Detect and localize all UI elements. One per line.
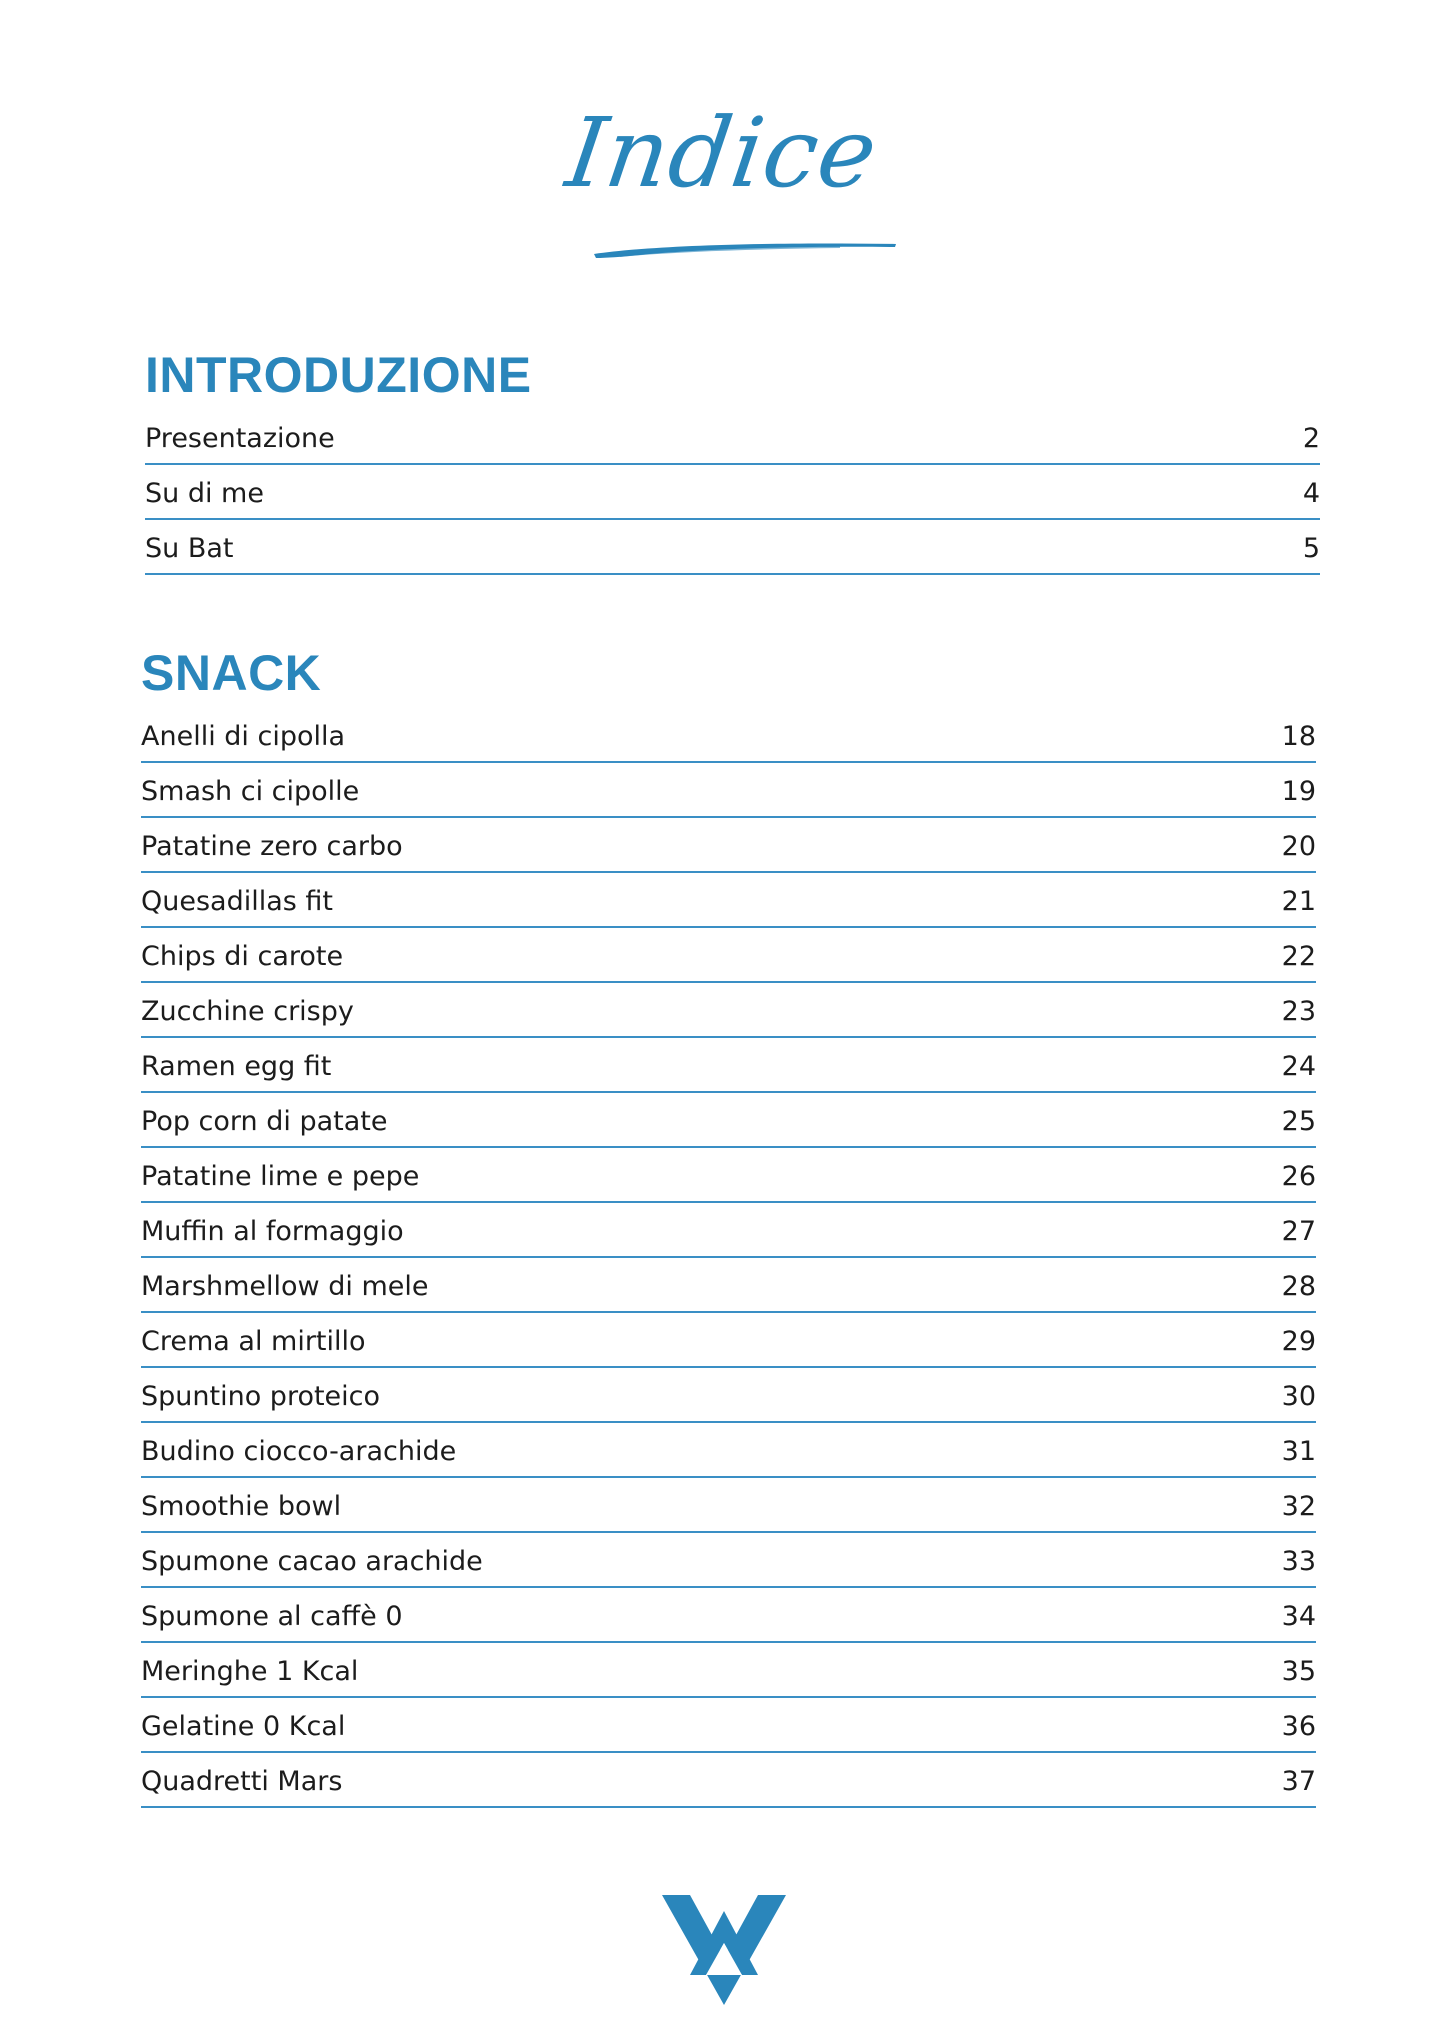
toc-page-number: 32 [1281,1491,1316,1522]
toc-entry-label: Meringhe 1 Kcal [141,1656,359,1687]
toc-row[interactable] [145,520,1320,575]
toc-entry-label: Su Bat [145,533,234,564]
toc-entry-label: Chips di carote [141,941,344,972]
toc-row[interactable] [141,1313,1316,1368]
toc-entry-label: Anelli di cipolla [141,721,346,752]
brush-stroke-icon [590,236,900,262]
toc-row[interactable] [141,1093,1316,1148]
brand-logo-icon [662,1895,786,2005]
toc-row[interactable] [141,1533,1316,1588]
toc-page-number: 23 [1281,996,1316,1027]
section-introduzione [145,347,1320,575]
toc-entry-label: Quesadillas fit [141,886,334,917]
toc-page-number: 36 [1281,1711,1316,1742]
toc-page-number: 37 [1281,1766,1316,1797]
toc-entry-label: Su di me [145,478,264,509]
section-snack [141,645,1316,1808]
toc-entry-label: Gelatine 0 Kcal [141,1711,346,1742]
toc-list [141,708,1316,1808]
page-title-container [0,97,1445,209]
toc-row[interactable] [141,1038,1316,1093]
toc-entry-label: Spumone al caffè 0 [141,1601,403,1632]
toc-entry-label: Pop corn di patate [141,1106,388,1137]
toc-entry-label: Zucchine crispy [141,996,354,1027]
toc-row[interactable] [141,708,1316,763]
toc-row[interactable] [141,1698,1316,1753]
toc-entry-label: Budino ciocco-arachide [141,1436,457,1467]
toc-entry-label: Patatine lime e pepe [141,1161,420,1192]
toc-page-number: 28 [1281,1271,1316,1302]
toc-entry-label: Muffin al formaggio [141,1216,404,1247]
toc-row[interactable] [145,410,1320,465]
toc-page-number: 22 [1281,941,1316,972]
toc-page-number: 19 [1281,776,1316,807]
toc-row[interactable] [141,928,1316,983]
toc-entry-label: Patatine zero carbo [141,831,403,862]
toc-entry-label: Smash ci cipolle [141,776,360,807]
toc-row[interactable] [141,983,1316,1038]
toc-entry-label: Presentazione [145,423,335,454]
toc-row[interactable] [141,1148,1316,1203]
toc-row[interactable] [141,818,1316,873]
toc-page-number: 27 [1281,1216,1316,1247]
toc-row[interactable] [141,1203,1316,1258]
toc-entry-label: Quadretti Mars [141,1766,343,1797]
toc-row[interactable] [141,763,1316,818]
toc-page-number: 26 [1281,1161,1316,1192]
toc-page-number: 33 [1281,1546,1316,1577]
toc-entry-label: Marshmellow di mele [141,1271,429,1302]
toc-row[interactable] [141,873,1316,928]
toc-row[interactable] [141,1643,1316,1698]
toc-entry-label: Smoothie bowl [141,1491,342,1522]
toc-page-number: 4 [1302,478,1320,509]
toc-page-number: 5 [1302,533,1320,564]
toc-row[interactable] [141,1753,1316,1808]
toc-row[interactable] [141,1368,1316,1423]
toc-page-number: 25 [1281,1106,1316,1137]
toc-page-number: 31 [1281,1436,1316,1467]
toc-row[interactable] [141,1423,1316,1478]
toc-row[interactable] [141,1258,1316,1313]
toc-list [145,410,1320,575]
section-title: SNACK [141,645,322,701]
toc-page-number: 2 [1302,423,1320,454]
toc-page-number: 34 [1281,1601,1316,1632]
toc-entry-label: Spumone cacao arachide [141,1546,483,1577]
toc-page-number: 18 [1281,721,1316,752]
section-title: INTRODUZIONE [145,347,532,403]
toc-row[interactable] [141,1478,1316,1533]
toc-entry-label: Crema al mirtillo [141,1326,366,1357]
toc-page-number: 29 [1281,1326,1316,1357]
page-title: Indice [560,97,885,209]
toc-page-number: 20 [1281,831,1316,862]
toc-row[interactable] [141,1588,1316,1643]
toc-page-number: 21 [1281,886,1316,917]
toc-row[interactable] [145,465,1320,520]
toc-entry-label: Ramen egg fit [141,1051,332,1082]
toc-page-number: 35 [1281,1656,1316,1687]
toc-page-number: 24 [1281,1051,1316,1082]
toc-entry-label: Spuntino proteico [141,1381,381,1412]
toc-page-number: 30 [1281,1381,1316,1412]
